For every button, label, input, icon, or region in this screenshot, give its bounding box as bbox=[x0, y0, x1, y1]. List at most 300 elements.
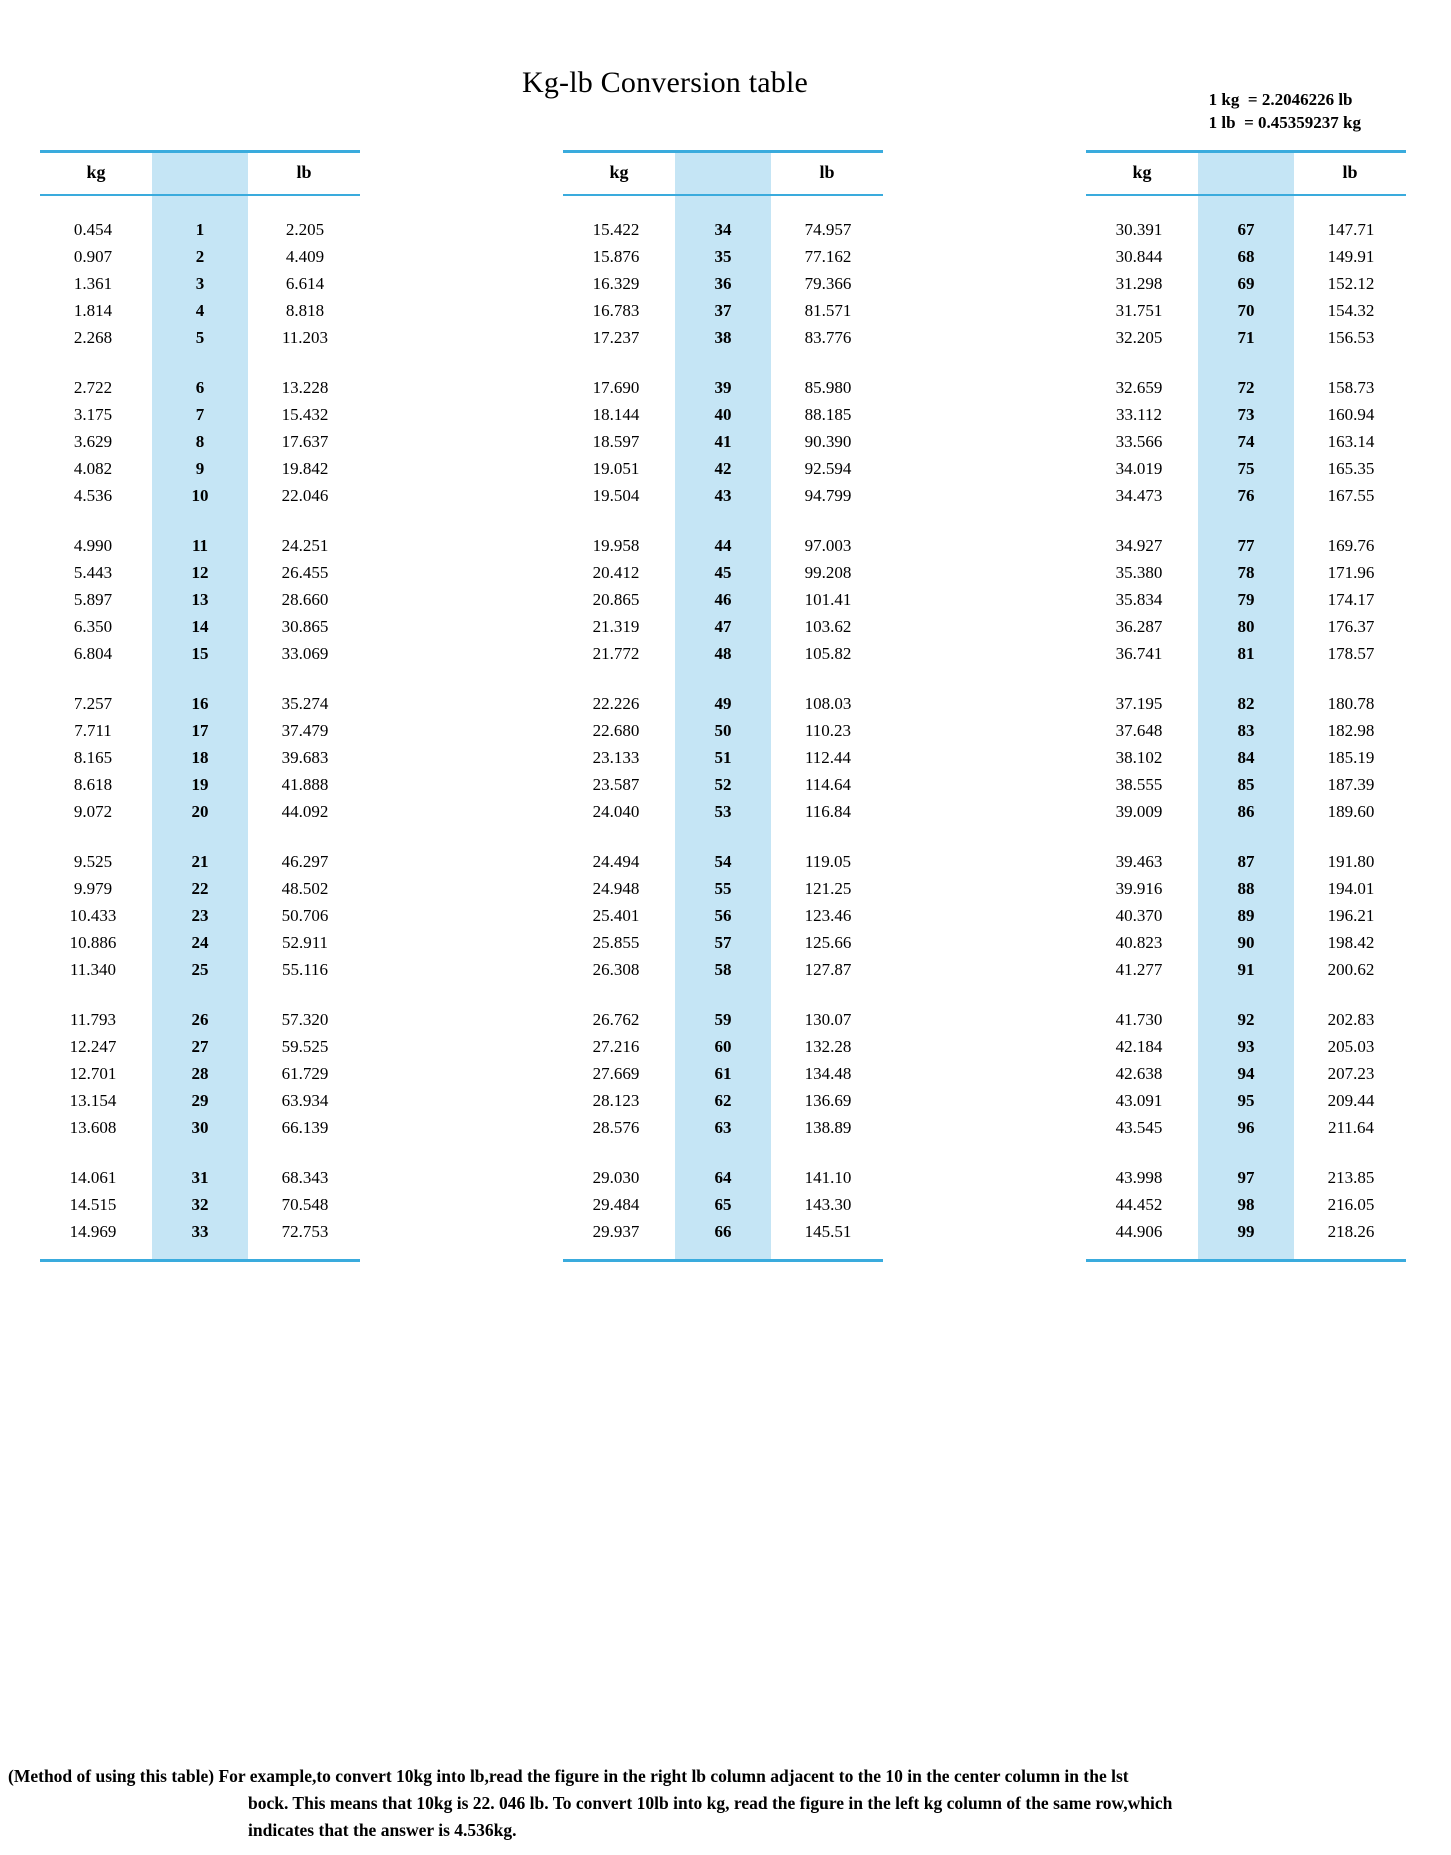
cell-lb: 116.84 bbox=[804, 801, 852, 821]
table-row bbox=[563, 243, 883, 270]
cell-index: 95 bbox=[1198, 1087, 1294, 1114]
spacer-cell bbox=[40, 667, 152, 690]
cell-index: 14 bbox=[152, 613, 248, 640]
usage-note-line-2: bock. This means that 10kg is 22. 046 lb. To convert 10lb into kg, read the figure in the left kg column of the same row,which bbox=[248, 1793, 1173, 1813]
cell-index: 93 bbox=[1198, 1033, 1294, 1060]
spacer-cell-index bbox=[675, 351, 771, 374]
cell-index: 70 bbox=[1198, 297, 1294, 324]
spacer-cell-index bbox=[152, 1141, 248, 1164]
column-header-kg: kg bbox=[563, 152, 675, 196]
cell-index: 80 bbox=[1198, 613, 1294, 640]
column-header-kg: kg bbox=[40, 152, 152, 196]
cell-index: 46 bbox=[675, 586, 771, 613]
spacer-cell-index bbox=[152, 195, 248, 216]
table-row bbox=[1086, 297, 1406, 324]
cell-index: 81 bbox=[1198, 640, 1294, 667]
cell-kg: 26.308 bbox=[592, 959, 640, 979]
cell-lb: 218.26 bbox=[1327, 1221, 1375, 1241]
cell-lb: 182.98 bbox=[1327, 720, 1375, 740]
spacer-cell-index bbox=[1198, 667, 1294, 690]
spacer-row bbox=[1086, 983, 1406, 1006]
conversion-table bbox=[1086, 150, 1406, 1259]
spacer-cell-index bbox=[675, 1245, 771, 1259]
spacer-cell bbox=[1294, 509, 1406, 532]
cell-lb: 216.05 bbox=[1327, 1194, 1375, 1214]
spacer-cell-index bbox=[152, 1245, 248, 1259]
spacer-cell bbox=[1294, 1245, 1406, 1259]
table-row bbox=[40, 613, 360, 640]
factor-lb-to-kg: 1 lb = 0.45359237 kg bbox=[1208, 113, 1361, 132]
cell-kg: 42.638 bbox=[1115, 1063, 1163, 1083]
cell-index: 63 bbox=[675, 1114, 771, 1141]
table-row bbox=[40, 455, 360, 482]
table-row bbox=[40, 1060, 360, 1087]
spacer-cell bbox=[248, 1141, 360, 1164]
cell-lb: 202.83 bbox=[1327, 1009, 1375, 1029]
cell-kg: 24.948 bbox=[592, 878, 640, 898]
cell-index: 62 bbox=[675, 1087, 771, 1114]
cell-lb: 101.41 bbox=[804, 589, 852, 609]
cell-lb: 147.71 bbox=[1327, 219, 1375, 239]
cell-kg: 14.969 bbox=[69, 1221, 117, 1241]
table-row bbox=[1086, 690, 1406, 717]
spacer-row bbox=[563, 351, 883, 374]
spacer-cell bbox=[771, 825, 883, 848]
spacer-row bbox=[563, 825, 883, 848]
cell-index: 75 bbox=[1198, 455, 1294, 482]
spacer-cell bbox=[40, 1141, 152, 1164]
cell-lb: 185.19 bbox=[1327, 747, 1375, 767]
cell-kg: 37.648 bbox=[1115, 720, 1163, 740]
cell-index: 30 bbox=[152, 1114, 248, 1141]
cell-index: 31 bbox=[152, 1164, 248, 1191]
spacer-row bbox=[1086, 351, 1406, 374]
cell-kg: 31.751 bbox=[1115, 300, 1163, 320]
cell-kg: 39.009 bbox=[1115, 801, 1163, 821]
cell-lb: 97.003 bbox=[804, 535, 852, 555]
cell-index: 88 bbox=[1198, 875, 1294, 902]
cell-kg: 2.722 bbox=[73, 377, 113, 397]
cell-kg: 27.216 bbox=[592, 1036, 640, 1056]
cell-kg: 4.082 bbox=[73, 458, 113, 478]
spacer-cell-index bbox=[675, 667, 771, 690]
table-row bbox=[40, 324, 360, 351]
table-row bbox=[563, 1164, 883, 1191]
table-row bbox=[1086, 640, 1406, 667]
cell-index: 18 bbox=[152, 744, 248, 771]
cell-lb: 83.776 bbox=[804, 327, 852, 347]
cell-index: 82 bbox=[1198, 690, 1294, 717]
cell-kg: 14.061 bbox=[69, 1167, 117, 1187]
table-row bbox=[40, 428, 360, 455]
cell-kg: 41.730 bbox=[1115, 1009, 1163, 1029]
cell-kg: 19.051 bbox=[592, 458, 640, 478]
table-row bbox=[40, 401, 360, 428]
cell-kg: 38.102 bbox=[1115, 747, 1163, 767]
cell-kg: 25.855 bbox=[592, 932, 640, 952]
spacer-cell-index bbox=[152, 351, 248, 374]
cell-lb: 19.842 bbox=[281, 458, 329, 478]
cell-index: 54 bbox=[675, 848, 771, 875]
spacer-row bbox=[563, 667, 883, 690]
cell-kg: 15.876 bbox=[592, 246, 640, 266]
cell-lb: 198.42 bbox=[1327, 932, 1375, 952]
cell-kg: 30.844 bbox=[1115, 246, 1163, 266]
cell-index: 66 bbox=[675, 1218, 771, 1245]
cell-index: 40 bbox=[675, 401, 771, 428]
cell-kg: 7.711 bbox=[74, 720, 112, 740]
table-row bbox=[563, 297, 883, 324]
spacer-cell-index bbox=[675, 983, 771, 1006]
cell-kg: 20.865 bbox=[592, 589, 640, 609]
cell-kg: 10.886 bbox=[69, 932, 117, 952]
cell-kg: 29.484 bbox=[592, 1194, 640, 1214]
spacer-cell bbox=[1086, 825, 1198, 848]
cell-kg: 18.144 bbox=[592, 404, 640, 424]
cell-lb: 187.39 bbox=[1327, 774, 1375, 794]
cell-kg: 42.184 bbox=[1115, 1036, 1163, 1056]
cell-lb: 17.637 bbox=[281, 431, 329, 451]
cell-kg: 39.463 bbox=[1115, 851, 1163, 871]
table-row bbox=[563, 848, 883, 875]
spacer-cell bbox=[563, 825, 675, 848]
cell-index: 85 bbox=[1198, 771, 1294, 798]
spacer-cell bbox=[1294, 195, 1406, 216]
column-header-lb: lb bbox=[248, 152, 360, 196]
cell-index: 60 bbox=[675, 1033, 771, 1060]
cell-lb: 110.23 bbox=[804, 720, 852, 740]
cell-lb: 55.116 bbox=[281, 959, 329, 979]
table-header-row bbox=[1086, 152, 1406, 196]
spacer-cell bbox=[40, 509, 152, 532]
cell-lb: 189.60 bbox=[1327, 801, 1375, 821]
table-row bbox=[1086, 374, 1406, 401]
cell-kg: 9.072 bbox=[73, 801, 113, 821]
cell-kg: 22.680 bbox=[592, 720, 640, 740]
cell-lb: 125.66 bbox=[804, 932, 852, 952]
spacer-cell bbox=[1086, 1141, 1198, 1164]
spacer-cell bbox=[563, 509, 675, 532]
cell-kg: 43.091 bbox=[1115, 1090, 1163, 1110]
spacer-cell-index bbox=[675, 509, 771, 532]
spacer-row bbox=[40, 825, 360, 848]
table-row bbox=[40, 374, 360, 401]
table-row bbox=[563, 929, 883, 956]
spacer-cell-index bbox=[675, 195, 771, 216]
spacer-cell bbox=[771, 351, 883, 374]
cell-index: 8 bbox=[152, 428, 248, 455]
spacer-row bbox=[40, 1141, 360, 1164]
cell-index: 19 bbox=[152, 771, 248, 798]
spacer-row bbox=[563, 509, 883, 532]
table-header-row bbox=[40, 152, 360, 196]
cell-lb: 37.479 bbox=[281, 720, 329, 740]
spacer-cell bbox=[40, 983, 152, 1006]
conversion-table bbox=[563, 150, 883, 1259]
cell-index: 6 bbox=[152, 374, 248, 401]
cell-index: 33 bbox=[152, 1218, 248, 1245]
cell-lb: 213.85 bbox=[1327, 1167, 1375, 1187]
cell-index: 86 bbox=[1198, 798, 1294, 825]
cell-lb: 81.571 bbox=[804, 300, 852, 320]
cell-index: 87 bbox=[1198, 848, 1294, 875]
spacer-cell-index bbox=[1198, 1141, 1294, 1164]
cell-lb: 156.53 bbox=[1327, 327, 1375, 347]
cell-lb: 165.35 bbox=[1327, 458, 1375, 478]
cell-index: 43 bbox=[675, 482, 771, 509]
cell-index: 84 bbox=[1198, 744, 1294, 771]
cell-index: 59 bbox=[675, 1006, 771, 1033]
cell-index: 65 bbox=[675, 1191, 771, 1218]
spacer-cell-index bbox=[152, 825, 248, 848]
table-row bbox=[1086, 744, 1406, 771]
cell-kg: 23.133 bbox=[592, 747, 640, 767]
cell-lb: 143.30 bbox=[804, 1194, 852, 1214]
spacer-cell bbox=[40, 351, 152, 374]
cell-index: 34 bbox=[675, 216, 771, 243]
cell-lb: 66.139 bbox=[281, 1117, 329, 1137]
spacer-row bbox=[40, 351, 360, 374]
cell-index: 3 bbox=[152, 270, 248, 297]
cell-lb: 103.62 bbox=[804, 616, 852, 636]
spacer-cell-index bbox=[1198, 509, 1294, 532]
cell-lb: 211.64 bbox=[1327, 1117, 1375, 1137]
cell-kg: 1.814 bbox=[73, 300, 113, 320]
table-row bbox=[40, 243, 360, 270]
table-row bbox=[1086, 455, 1406, 482]
cell-kg: 40.823 bbox=[1115, 932, 1163, 952]
cell-lb: 59.525 bbox=[281, 1036, 329, 1056]
cell-lb: 127.87 bbox=[804, 959, 852, 979]
table-row bbox=[40, 1087, 360, 1114]
spacer-cell bbox=[248, 983, 360, 1006]
cell-lb: 88.185 bbox=[804, 404, 852, 424]
table-row bbox=[40, 640, 360, 667]
spacer-cell bbox=[1086, 667, 1198, 690]
cell-kg: 36.741 bbox=[1115, 643, 1163, 663]
spacer-row bbox=[1086, 1141, 1406, 1164]
table-row bbox=[40, 717, 360, 744]
cell-lb: 6.614 bbox=[285, 273, 325, 293]
spacer-cell bbox=[248, 825, 360, 848]
table-row bbox=[40, 1218, 360, 1245]
cell-kg: 29.937 bbox=[592, 1221, 640, 1241]
cell-lb: 108.03 bbox=[804, 693, 852, 713]
cell-lb: 141.10 bbox=[804, 1167, 852, 1187]
cell-kg: 25.401 bbox=[592, 905, 640, 925]
cell-lb: 30.865 bbox=[281, 616, 329, 636]
spacer-cell bbox=[771, 195, 883, 216]
cell-kg: 35.834 bbox=[1115, 589, 1163, 609]
cell-index: 83 bbox=[1198, 717, 1294, 744]
spacer-cell bbox=[563, 983, 675, 1006]
table-row bbox=[563, 532, 883, 559]
cell-lb: 4.409 bbox=[285, 246, 325, 266]
table-row bbox=[40, 771, 360, 798]
table-bottom-rule bbox=[1086, 1259, 1406, 1262]
spacer-row bbox=[40, 195, 360, 216]
cell-lb: 169.76 bbox=[1327, 535, 1375, 555]
spacer-cell bbox=[771, 667, 883, 690]
table-row bbox=[40, 270, 360, 297]
spacer-cell-index bbox=[1198, 983, 1294, 1006]
cell-lb: 105.82 bbox=[804, 643, 852, 663]
cell-kg: 24.494 bbox=[592, 851, 640, 871]
table-row bbox=[563, 1218, 883, 1245]
cell-kg: 34.019 bbox=[1115, 458, 1163, 478]
spacer-cell bbox=[563, 667, 675, 690]
usage-note bbox=[8, 1763, 1408, 1844]
cell-lb: 207.23 bbox=[1327, 1063, 1375, 1083]
spacer-cell bbox=[1086, 1245, 1198, 1259]
table-row bbox=[1086, 532, 1406, 559]
spacer-row bbox=[563, 195, 883, 216]
spacer-row bbox=[563, 1141, 883, 1164]
cell-lb: 52.911 bbox=[281, 932, 329, 952]
cell-index: 15 bbox=[152, 640, 248, 667]
conversion-table-block-1 bbox=[40, 150, 360, 1262]
table-row bbox=[563, 324, 883, 351]
table-row bbox=[1086, 848, 1406, 875]
cell-kg: 3.175 bbox=[73, 404, 113, 424]
column-header-lb: lb bbox=[771, 152, 883, 196]
spacer-cell bbox=[248, 1245, 360, 1259]
cell-lb: 158.73 bbox=[1327, 377, 1375, 397]
table-row bbox=[40, 848, 360, 875]
cell-lb: 24.251 bbox=[281, 535, 329, 555]
cell-lb: 132.28 bbox=[804, 1036, 852, 1056]
spacer-row bbox=[40, 983, 360, 1006]
usage-note-line-3: indicates that the answer is 4.536kg. bbox=[248, 1820, 517, 1840]
cell-kg: 43.998 bbox=[1115, 1167, 1163, 1187]
cell-kg: 16.329 bbox=[592, 273, 640, 293]
spacer-cell bbox=[40, 1245, 152, 1259]
table-row bbox=[1086, 586, 1406, 613]
cell-kg: 6.804 bbox=[73, 643, 113, 663]
cell-lb: 68.343 bbox=[281, 1167, 329, 1187]
cell-index: 61 bbox=[675, 1060, 771, 1087]
column-header-lb: lb bbox=[1294, 152, 1406, 196]
cell-lb: 209.44 bbox=[1327, 1090, 1375, 1110]
cell-index: 13 bbox=[152, 586, 248, 613]
cell-index: 4 bbox=[152, 297, 248, 324]
cell-lb: 57.320 bbox=[281, 1009, 329, 1029]
cell-index: 7 bbox=[152, 401, 248, 428]
spacer-cell bbox=[563, 351, 675, 374]
table-row bbox=[1086, 428, 1406, 455]
cell-kg: 36.287 bbox=[1115, 616, 1163, 636]
cell-lb: 130.07 bbox=[804, 1009, 852, 1029]
cell-kg: 41.277 bbox=[1115, 959, 1163, 979]
table-row bbox=[1086, 771, 1406, 798]
cell-index: 23 bbox=[152, 902, 248, 929]
table-row bbox=[1086, 1060, 1406, 1087]
spacer-cell-index bbox=[1198, 195, 1294, 216]
cell-lb: 74.957 bbox=[804, 219, 852, 239]
cell-kg: 8.618 bbox=[73, 774, 113, 794]
cell-lb: 77.162 bbox=[804, 246, 852, 266]
cell-kg: 17.690 bbox=[592, 377, 640, 397]
spacer-cell bbox=[248, 667, 360, 690]
cell-kg: 5.443 bbox=[73, 562, 113, 582]
cell-kg: 30.391 bbox=[1115, 219, 1163, 239]
spacer-cell-index bbox=[1198, 1245, 1294, 1259]
cell-kg: 16.783 bbox=[592, 300, 640, 320]
table-row bbox=[563, 798, 883, 825]
cell-lb: 194.01 bbox=[1327, 878, 1375, 898]
table-header-row bbox=[563, 152, 883, 196]
cell-index: 69 bbox=[1198, 270, 1294, 297]
cell-kg: 44.906 bbox=[1115, 1221, 1163, 1241]
spacer-cell bbox=[771, 1245, 883, 1259]
cell-lb: 205.03 bbox=[1327, 1036, 1375, 1056]
cell-kg: 12.247 bbox=[69, 1036, 117, 1056]
cell-index: 38 bbox=[675, 324, 771, 351]
tables-container bbox=[40, 150, 1415, 1262]
cell-kg: 4.990 bbox=[73, 535, 113, 555]
cell-lb: 160.94 bbox=[1327, 404, 1375, 424]
cell-index: 42 bbox=[675, 455, 771, 482]
spacer-row bbox=[1086, 509, 1406, 532]
cell-kg: 1.361 bbox=[73, 273, 113, 293]
cell-kg: 18.597 bbox=[592, 431, 640, 451]
table-row bbox=[563, 586, 883, 613]
cell-kg: 32.659 bbox=[1115, 377, 1163, 397]
spacer-cell bbox=[248, 351, 360, 374]
cell-index: 25 bbox=[152, 956, 248, 983]
cell-index: 39 bbox=[675, 374, 771, 401]
cell-index: 56 bbox=[675, 902, 771, 929]
table-row bbox=[563, 690, 883, 717]
cell-lb: 79.366 bbox=[804, 273, 852, 293]
cell-index: 73 bbox=[1198, 401, 1294, 428]
cell-kg: 28.123 bbox=[592, 1090, 640, 1110]
table-row bbox=[563, 374, 883, 401]
cell-lb: 11.203 bbox=[281, 327, 329, 347]
table-row bbox=[40, 875, 360, 902]
cell-index: 76 bbox=[1198, 482, 1294, 509]
cell-kg: 32.205 bbox=[1115, 327, 1163, 347]
cell-index: 52 bbox=[675, 771, 771, 798]
cell-index: 68 bbox=[1198, 243, 1294, 270]
table-row bbox=[1086, 875, 1406, 902]
table-row bbox=[563, 1060, 883, 1087]
spacer-cell bbox=[1294, 667, 1406, 690]
table-row bbox=[1086, 613, 1406, 640]
cell-kg: 44.452 bbox=[1115, 1194, 1163, 1214]
cell-index: 97 bbox=[1198, 1164, 1294, 1191]
cell-lb: 145.51 bbox=[804, 1221, 852, 1241]
table-row bbox=[40, 216, 360, 243]
cell-index: 27 bbox=[152, 1033, 248, 1060]
spacer-cell bbox=[40, 195, 152, 216]
cell-kg: 31.298 bbox=[1115, 273, 1163, 293]
cell-lb: 180.78 bbox=[1327, 693, 1375, 713]
cell-index: 94 bbox=[1198, 1060, 1294, 1087]
cell-kg: 29.030 bbox=[592, 1167, 640, 1187]
cell-kg: 12.701 bbox=[69, 1063, 117, 1083]
spacer-cell-index bbox=[1198, 351, 1294, 374]
table-row bbox=[40, 956, 360, 983]
cell-lb: 63.934 bbox=[281, 1090, 329, 1110]
cell-index: 11 bbox=[152, 532, 248, 559]
cell-lb: 112.44 bbox=[804, 747, 852, 767]
spacer-row bbox=[563, 1245, 883, 1259]
table-row bbox=[40, 1006, 360, 1033]
cell-index: 57 bbox=[675, 929, 771, 956]
cell-kg: 33.112 bbox=[1115, 404, 1163, 424]
table-row bbox=[563, 216, 883, 243]
